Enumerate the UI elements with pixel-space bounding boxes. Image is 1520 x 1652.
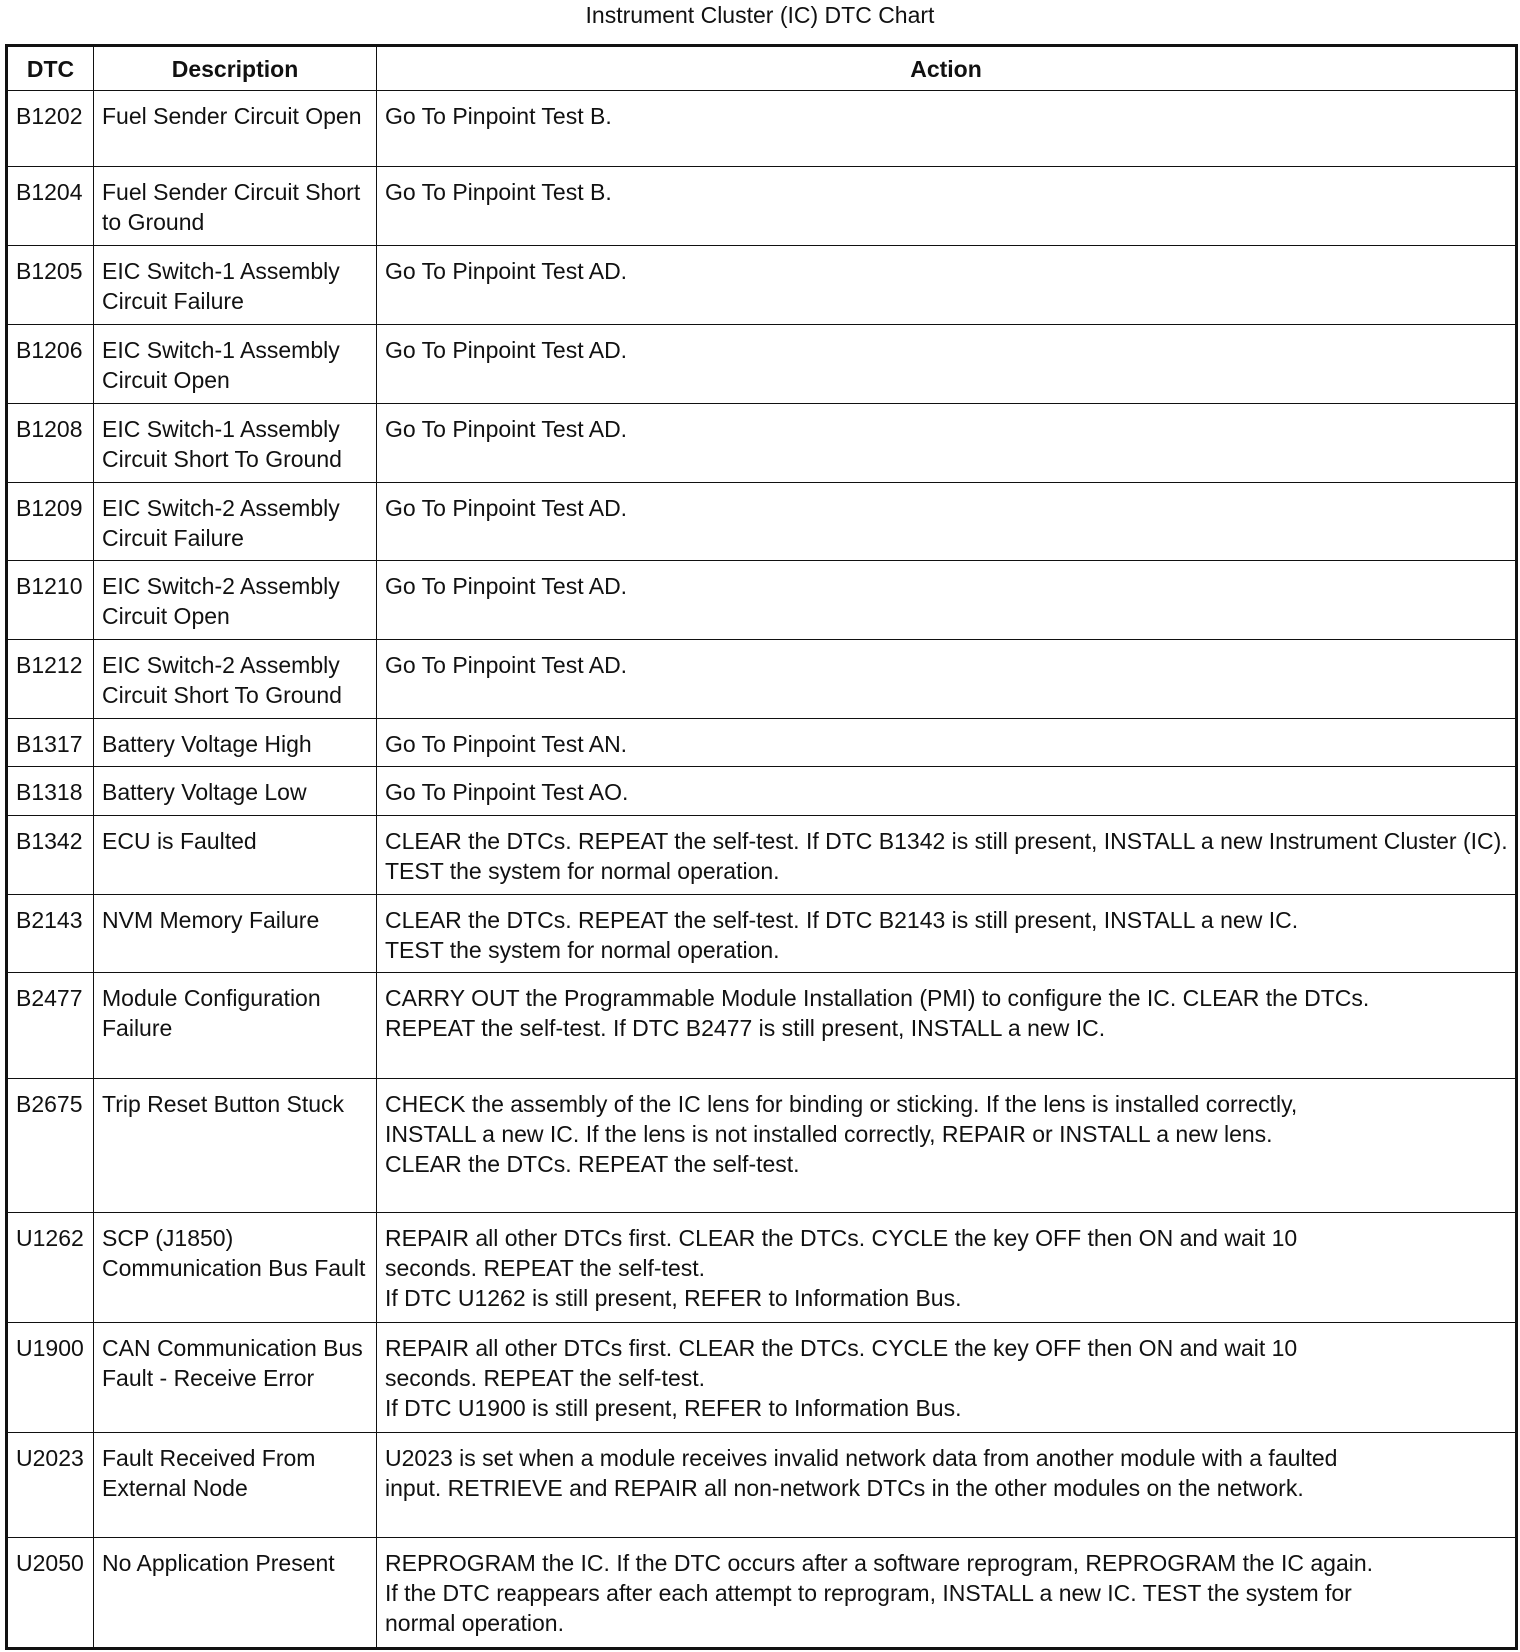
dtc-code-cell: B2675 xyxy=(7,1079,94,1213)
action-cell xyxy=(377,894,1517,973)
description-cell: EIC Switch-2 Assembly Circuit Short To Ground xyxy=(94,640,377,719)
table-row xyxy=(7,1079,1517,1213)
action-line: CHECK the assembly of the IC lens for binding or sticking. If the lens is installed correctly, xyxy=(385,1091,1298,1118)
action-line: U2023 is set when a module receives invalid network data from another module with a faulted xyxy=(385,1444,1338,1471)
action-line: If DTC U1262 is still present, REFER to Information Bus. xyxy=(385,1285,962,1312)
dtc-code-cell: B1208 xyxy=(7,403,94,482)
action-line: REPAIR all other DTCs first. CLEAR the DTCs. CYCLE the key OFF then ON and wait 10 xyxy=(385,1334,1298,1361)
action-line: Go To Pinpoint Test AD. xyxy=(385,573,628,600)
action-cell xyxy=(377,403,1517,482)
header-row xyxy=(7,46,1517,91)
action-line: REPEAT the self-test. If DTC B2477 is still present, INSTALL a new IC. xyxy=(385,1015,1106,1042)
action-line: input. RETRIEVE and REPAIR all non-network DTCs in the other modules on the network. xyxy=(385,1474,1304,1501)
header-dtc: DTC xyxy=(7,46,94,91)
description-cell: EIC Switch-1 Assembly Circuit Open xyxy=(94,324,377,403)
description-cell: EIC Switch-1 Assembly Circuit Failure xyxy=(94,245,377,324)
action-line: CARRY OUT the Programmable Module Installation (PMI) to configure the IC. CLEAR the DTCs. xyxy=(385,985,1370,1012)
table-row xyxy=(7,894,1517,973)
description-cell: Battery Voltage High xyxy=(94,719,377,767)
action-line: seconds. REPEAT the self-test. xyxy=(385,1364,706,1391)
action-line: Go To Pinpoint Test AD. xyxy=(385,652,628,679)
description-cell: EIC Switch-2 Assembly Circuit Open xyxy=(94,561,377,640)
description-cell: Battery Voltage Low xyxy=(94,767,377,815)
dtc-table-body xyxy=(7,91,1517,1649)
action-line: If the DTC reappears after each attempt to reprogram, INSTALL a new IC. TEST the system for xyxy=(385,1580,1352,1607)
action-line: REPROGRAM the IC. If the DTC occurs after a software reprogram, REPROGRAM the IC again. xyxy=(385,1550,1374,1577)
action-line: Go To Pinpoint Test AO. xyxy=(385,779,629,806)
action-cell xyxy=(377,1538,1517,1649)
table-row xyxy=(7,1322,1517,1432)
action-line: Go To Pinpoint Test AN. xyxy=(385,731,628,758)
table-row xyxy=(7,719,1517,767)
action-cell xyxy=(377,719,1517,767)
table-row xyxy=(7,815,1517,894)
dtc-code-cell: B1212 xyxy=(7,640,94,719)
dtc-code-cell: B1206 xyxy=(7,324,94,403)
description-cell: ECU is Faulted xyxy=(94,815,377,894)
table-row xyxy=(7,245,1517,324)
action-line: seconds. REPEAT the self-test. xyxy=(385,1255,706,1282)
description-cell: NVM Memory Failure xyxy=(94,894,377,973)
action-line: If DTC U1900 is still present, REFER to Information Bus. xyxy=(385,1394,962,1421)
action-line: Go To Pinpoint Test AD. xyxy=(385,494,628,521)
dtc-code-cell: U1262 xyxy=(7,1213,94,1323)
table-row xyxy=(7,403,1517,482)
description-cell: EIC Switch-1 Assembly Circuit Short To Ground xyxy=(94,403,377,482)
action-cell xyxy=(377,815,1517,894)
action-line: normal operation. xyxy=(385,1610,564,1637)
action-cell xyxy=(377,482,1517,561)
description-cell: Module Configuration Failure xyxy=(94,973,377,1079)
action-line: CLEAR the DTCs. REPEAT the self-test. If DTC B1342 is still present, INSTALL a new Instrument Cluster (IC). TEST the system for normal operation. xyxy=(385,827,1508,884)
description-cell: No Application Present xyxy=(94,1538,377,1649)
action-cell xyxy=(377,640,1517,719)
action-cell xyxy=(377,1432,1517,1538)
dtc-code-cell: U1900 xyxy=(7,1322,94,1432)
action-line: REPAIR all other DTCs first. CLEAR the DTCs. CYCLE the key OFF then ON and wait 10 xyxy=(385,1225,1298,1252)
table-row xyxy=(7,1538,1517,1649)
description-cell: Fuel Sender Circuit Open xyxy=(94,91,377,167)
action-cell xyxy=(377,166,1517,245)
table-row xyxy=(7,482,1517,561)
action-cell xyxy=(377,1322,1517,1432)
dtc-code-cell: B2477 xyxy=(7,973,94,1079)
dtc-table xyxy=(5,44,1518,1650)
description-cell: Fault Received From External Node xyxy=(94,1432,377,1538)
action-line: Go To Pinpoint Test AD. xyxy=(385,257,628,284)
table-row xyxy=(7,973,1517,1079)
description-cell: Trip Reset Button Stuck xyxy=(94,1079,377,1213)
dtc-code-cell: B1317 xyxy=(7,719,94,767)
action-line: Go To Pinpoint Test B. xyxy=(385,103,612,129)
table-row xyxy=(7,1432,1517,1538)
action-line: TEST the system for normal operation. xyxy=(385,936,780,963)
description-cell: SCP (J1850) Communication Bus Fault xyxy=(94,1213,377,1323)
table-row xyxy=(7,91,1517,167)
action-line: CLEAR the DTCs. REPEAT the self-test. If DTC B2143 is still present, INSTALL a new IC. xyxy=(385,906,1299,933)
action-line: Go To Pinpoint Test AD. xyxy=(385,336,628,363)
page-title: Instrument Cluster (IC) DTC Chart xyxy=(585,2,935,28)
table-row xyxy=(7,640,1517,719)
dtc-code-cell: B1318 xyxy=(7,767,94,815)
table-row xyxy=(7,1213,1517,1323)
action-cell xyxy=(377,1079,1517,1213)
dtc-code-cell: B2143 xyxy=(7,894,94,973)
action-cell xyxy=(377,91,1517,167)
description-cell: CAN Communication Bus Fault - Receive Error xyxy=(94,1322,377,1432)
action-cell xyxy=(377,561,1517,640)
action-cell xyxy=(377,973,1517,1079)
dtc-code-cell: B1202 xyxy=(7,91,94,167)
dtc-code-cell: B1342 xyxy=(7,815,94,894)
action-line: CLEAR the DTCs. REPEAT the self-test. xyxy=(385,1151,800,1178)
dtc-code-cell: B1205 xyxy=(7,245,94,324)
description-cell: EIC Switch-2 Assembly Circuit Failure xyxy=(94,482,377,561)
action-line: Go To Pinpoint Test B. xyxy=(385,178,612,205)
action-cell xyxy=(377,324,1517,403)
dtc-code-cell: B1210 xyxy=(7,561,94,640)
table-row xyxy=(7,561,1517,640)
dtc-code-cell: U2023 xyxy=(7,1432,94,1538)
dtc-code-cell: U2050 xyxy=(7,1538,94,1649)
dtc-code-cell: B1204 xyxy=(7,166,94,245)
header-action: Action xyxy=(377,46,1517,91)
action-line: Go To Pinpoint Test AD. xyxy=(385,415,628,442)
action-cell xyxy=(377,767,1517,815)
action-line: INSTALL a new IC. If the lens is not installed correctly, REPAIR or INSTALL a new lens. xyxy=(385,1121,1273,1148)
dtc-code-cell: B1209 xyxy=(7,482,94,561)
table-row xyxy=(7,324,1517,403)
action-cell xyxy=(377,245,1517,324)
table-row xyxy=(7,166,1517,245)
description-cell: Fuel Sender Circuit Short to Ground xyxy=(94,166,377,245)
table-row xyxy=(7,767,1517,815)
action-cell xyxy=(377,1213,1517,1323)
header-description: Description xyxy=(94,46,377,91)
